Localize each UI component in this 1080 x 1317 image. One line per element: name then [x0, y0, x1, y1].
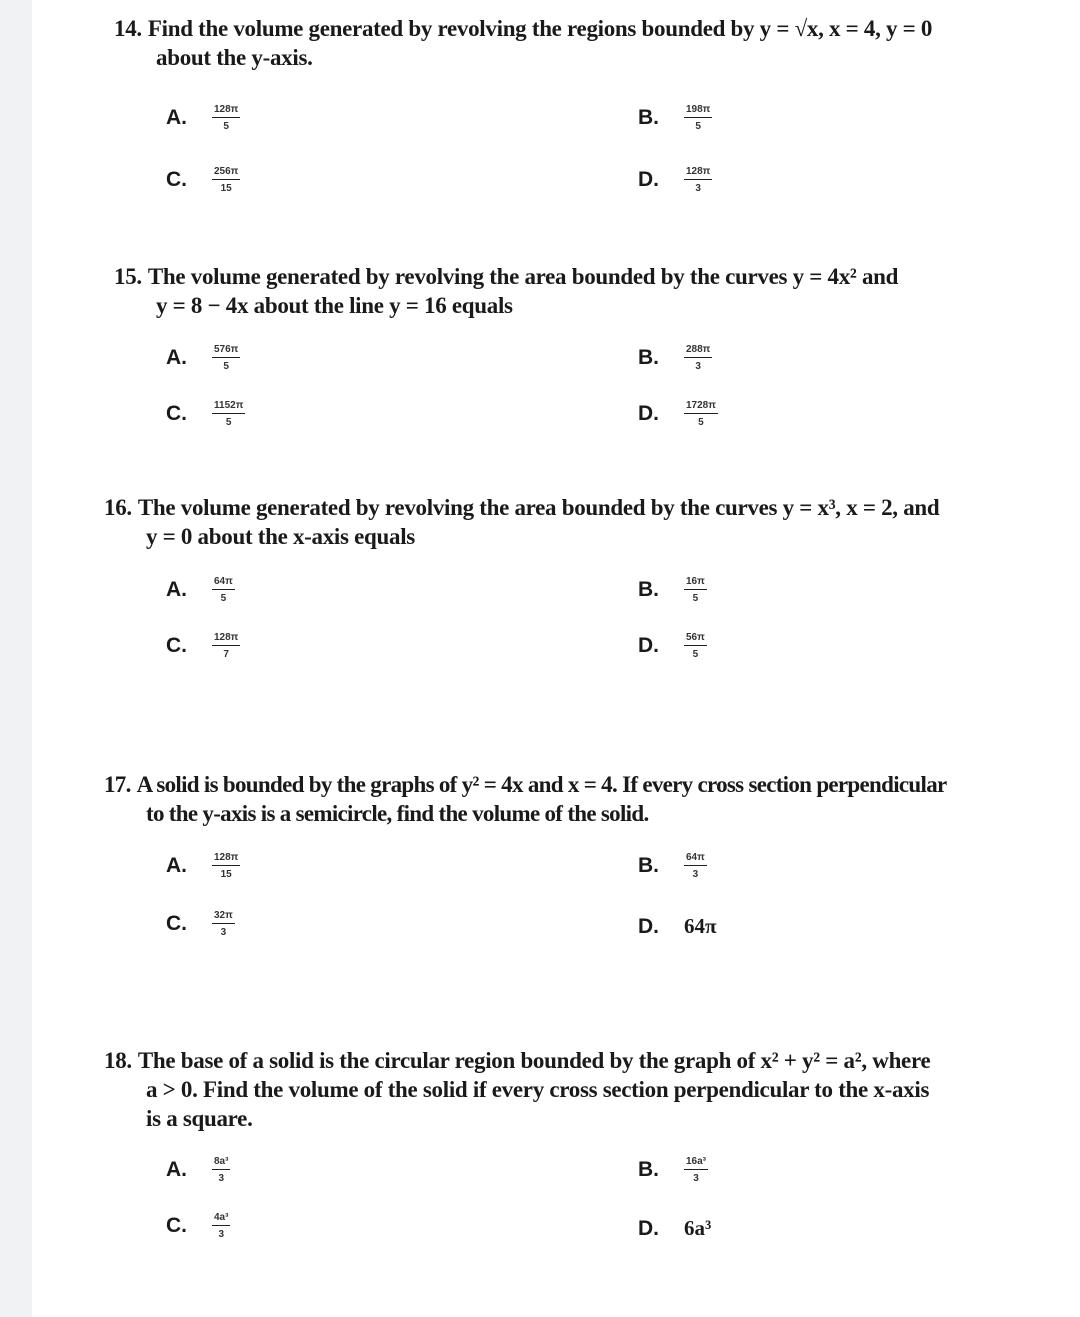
q18-option-a[interactable]: [166, 1156, 230, 1184]
option-label: A.: [166, 106, 187, 129]
option-label: A.: [166, 1158, 187, 1181]
option-label: D.: [638, 914, 659, 938]
fraction: $\frac{\text{4a³}}{3}$: [214, 1212, 229, 1240]
q15-option-d[interactable]: [638, 400, 718, 428]
option-label: C.: [166, 402, 187, 425]
fraction: $\frac{1728\pi}{5}$: [686, 400, 716, 428]
q15-option-c[interactable]: [166, 400, 245, 428]
option-label: A.: [166, 854, 187, 877]
question-text-line3: is a square.: [146, 1106, 253, 1131]
option-label: C.: [166, 912, 187, 935]
q14-option-d[interactable]: [638, 166, 712, 194]
question-17: [104, 770, 1080, 828]
fraction: $\frac{56\pi}{5}$: [686, 632, 705, 660]
question-text-line2: y = 8 − 4x about the line y = 16 equals: [156, 293, 513, 318]
option-label: B.: [638, 854, 659, 877]
option-label: D.: [638, 168, 659, 191]
fraction: $\frac{256\pi}{15}$: [214, 166, 239, 194]
question-text-line1: The volume generated by revolving the area bounded by the curves y = 4x² and: [147, 264, 899, 289]
q17-option-c[interactable]: [166, 910, 235, 938]
worksheet-page: [32, 0, 1080, 1317]
q17-option-d[interactable]: [638, 914, 717, 939]
fraction: $\frac{576\pi}{5}$: [214, 344, 239, 372]
fraction: $\frac{1152\pi}{5}$: [214, 400, 244, 428]
q18-option-c[interactable]: [166, 1212, 230, 1240]
option-label: D.: [638, 634, 659, 657]
question-text-line1: The volume generated by revolving the area bounded by the curves y = x³, x = 2, and: [137, 495, 940, 520]
fraction: $\frac{64\pi}{3}$: [686, 852, 705, 880]
question-number: 16.: [104, 495, 132, 520]
q16-option-c[interactable]: [166, 632, 240, 660]
question-14: [114, 14, 1074, 72]
option-label: C.: [166, 1214, 187, 1237]
q17-option-b[interactable]: [638, 852, 707, 880]
option-label: C.: [166, 168, 187, 191]
q15-option-b[interactable]: [638, 344, 712, 372]
fraction: $\frac{288\pi}{3}$: [686, 344, 711, 372]
question-text-line1: A solid is bounded by the graphs of y² = 4x and x = 4. If every cross section perpendicular: [136, 772, 947, 797]
question-text-line2: to the y-axis is a semicircle, find the volume of the solid.: [146, 801, 649, 826]
question-text-line2: y = 0 about the x-axis equals: [146, 524, 415, 549]
fraction: $\frac{128\pi}{7}$: [214, 632, 239, 660]
q16-option-b[interactable]: [638, 576, 707, 604]
option-label: B.: [638, 106, 659, 129]
question-number: 17.: [104, 772, 131, 797]
question-text-line2: a > 0. Find the volume of the solid if every cross section perpendicular to the x-axis: [146, 1077, 930, 1102]
option-value: 6a³: [684, 1216, 712, 1240]
fraction: $\frac{64\pi}{5}$: [214, 576, 233, 604]
fraction: $\frac{128\pi}{15}$: [214, 852, 239, 880]
question-text-line2: about the y-axis.: [156, 45, 313, 70]
question-number: 14.: [114, 16, 142, 41]
fraction: $\frac{\text{8a³}}{3}$: [214, 1156, 229, 1184]
question-number: 18.: [104, 1048, 132, 1073]
option-label: D.: [638, 402, 659, 425]
option-label: C.: [166, 634, 187, 657]
fraction: $\frac{\text{16a³}}{3}$: [686, 1156, 707, 1184]
option-label: B.: [638, 346, 659, 369]
q16-option-a[interactable]: [166, 576, 235, 604]
fraction: $\frac{128\pi}{5}$: [214, 104, 239, 132]
q18-option-b[interactable]: [638, 1156, 708, 1184]
question-text-line1: The base of a solid is the circular region bounded by the graph of x² + y² = a², where: [137, 1048, 931, 1073]
option-label: A.: [166, 346, 187, 369]
q14-option-b[interactable]: [638, 104, 712, 132]
q17-option-a[interactable]: [166, 852, 240, 880]
fraction: $\frac{128\pi}{3}$: [686, 166, 711, 194]
question-16: [104, 493, 1074, 551]
fraction: $\frac{198\pi}{5}$: [686, 104, 711, 132]
question-number: 15.: [114, 264, 142, 289]
question-18: [104, 1046, 1074, 1133]
option-label: B.: [638, 578, 659, 601]
option-label: B.: [638, 1158, 659, 1181]
q18-option-d[interactable]: [638, 1216, 711, 1241]
q15-option-a[interactable]: [166, 344, 240, 372]
question-15: [114, 262, 1074, 320]
option-label: A.: [166, 578, 187, 601]
q16-option-d[interactable]: [638, 632, 707, 660]
option-value: 64π: [684, 914, 717, 938]
fraction: $\frac{32\pi}{3}$: [214, 910, 233, 938]
option-label: D.: [638, 1216, 659, 1240]
q14-option-a[interactable]: [166, 104, 240, 132]
q14-option-c[interactable]: [166, 166, 240, 194]
question-text-line1: Find the volume generated by revolving the regions bounded by y = √x, x = 4, y = 0: [147, 16, 933, 41]
fraction: $\frac{16\pi}{5}$: [686, 576, 705, 604]
